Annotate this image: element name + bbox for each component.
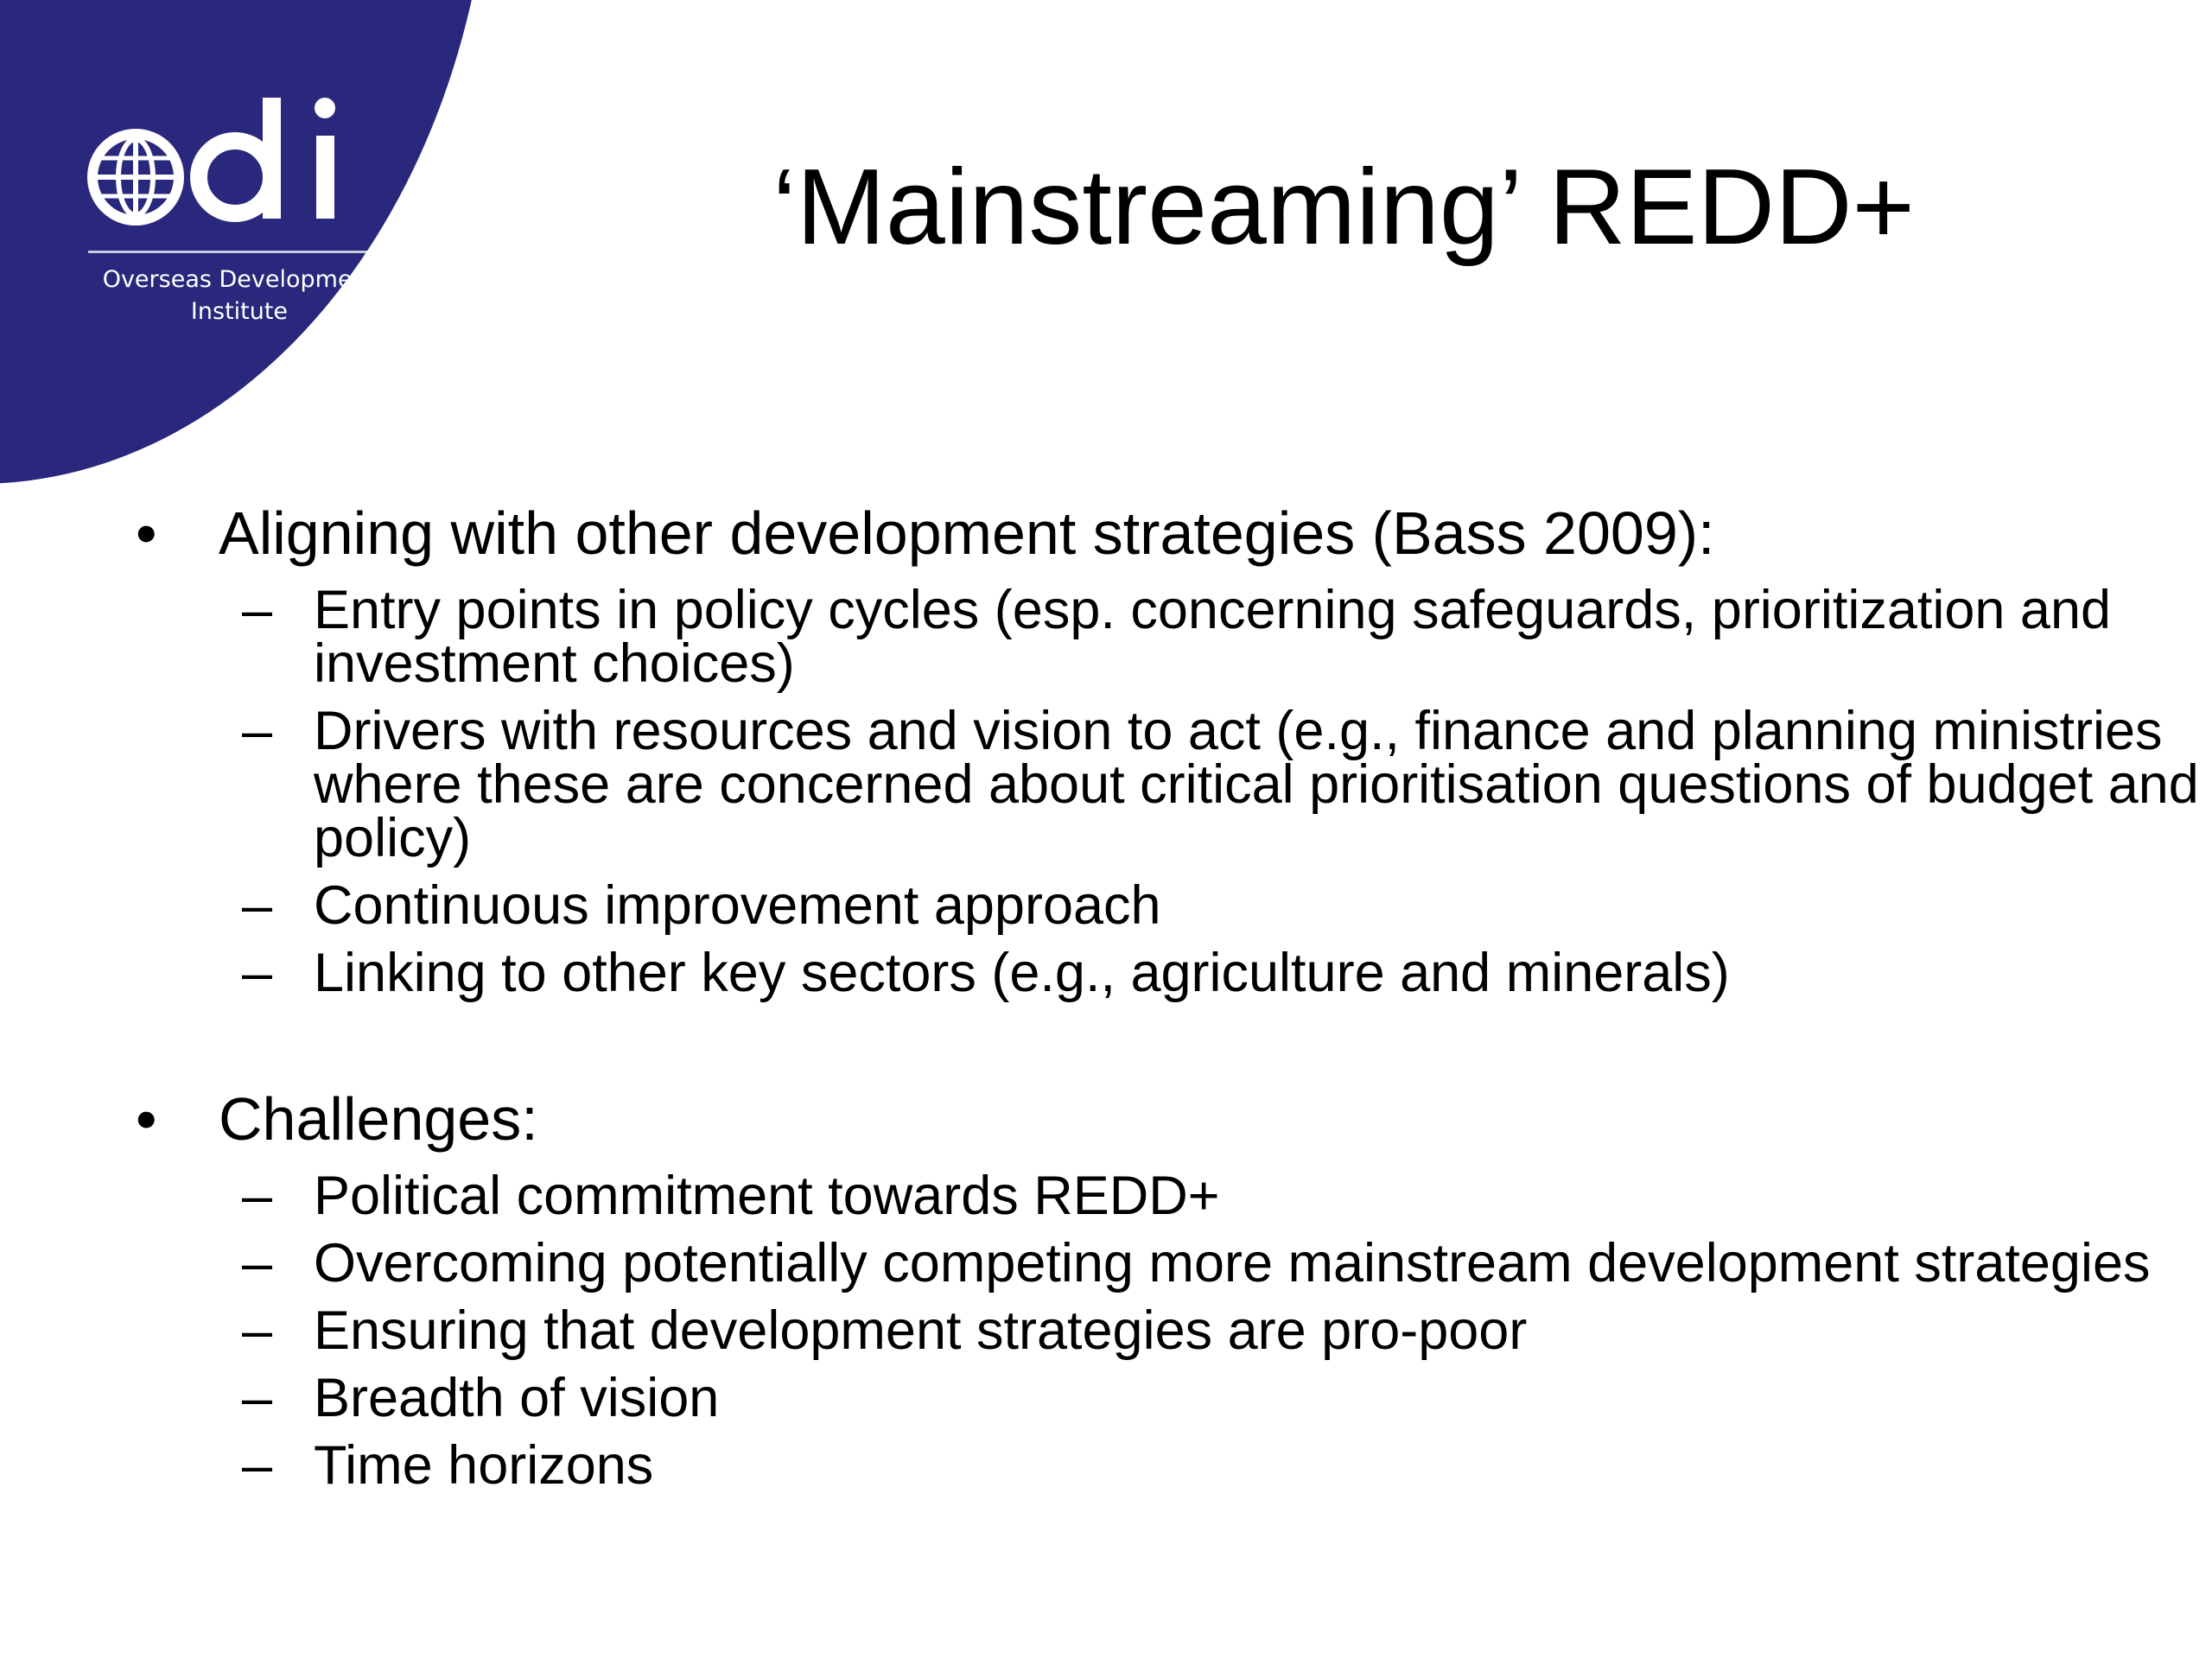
sub-item <box>125 1435 2199 1496</box>
dash-mark: – <box>242 1300 273 1361</box>
logo-background <box>0 0 493 484</box>
logo-caption <box>54 264 425 327</box>
sub-item-text: Continuous improvement approach <box>314 875 1161 936</box>
section-spacer <box>125 1000 2199 1083</box>
dash-mark: – <box>242 875 273 936</box>
sub-item-text: Drivers with resources and vision to act (e.g., finance and planning ministries where these are concerned about critical prioritisation questions of budget and policy) <box>314 701 2199 868</box>
sub-item-text: Time horizons <box>314 1435 654 1496</box>
odi-logo <box>54 82 377 325</box>
sub-item <box>125 943 2199 1003</box>
sub-item-text: Political commitment towards REDD+ <box>314 1166 1220 1226</box>
sub-list-challenges <box>125 1166 2199 1496</box>
logo-org-line1: Overseas Development <box>102 266 377 293</box>
sub-item <box>125 580 2199 694</box>
dash-mark: – <box>242 701 273 761</box>
sub-item-text: Linking to other key sectors (e.g., agriculture and minerals) <box>314 943 1730 1003</box>
logo-org-line2: Institute <box>190 298 289 325</box>
sub-item <box>125 875 2199 936</box>
bullet-heading: Challenges: <box>219 1085 538 1153</box>
dash-mark: – <box>242 1368 273 1428</box>
sub-list-aligning <box>125 580 2199 1003</box>
sub-item <box>125 1300 2199 1361</box>
sub-item-text: Entry points in policy cycles (esp. concerning safeguards, prioritization and investment choices) <box>314 580 2112 694</box>
odi-wordmark-icon <box>54 82 365 238</box>
sub-item <box>125 1166 2199 1226</box>
sub-item-text: Ensuring that development strategies are pro-poor <box>314 1300 1528 1361</box>
sub-item-text: Overcoming potentially competing more mainstream development strategies <box>314 1233 2151 1294</box>
sub-item <box>125 701 2199 868</box>
dash-mark: – <box>242 1166 273 1226</box>
logo-divider <box>88 251 386 253</box>
slide-title: ‘Mainstreaming’ REDD+ <box>772 148 1915 267</box>
dash-mark: – <box>242 580 273 640</box>
bullet-mark: • <box>136 1085 157 1153</box>
bullet-challenges <box>125 1083 2199 1155</box>
slide-body <box>125 497 2199 1496</box>
sub-item-text: Breadth of vision <box>314 1368 720 1428</box>
bullet-aligning <box>125 497 2199 569</box>
sub-item <box>125 1233 2199 1294</box>
dash-mark: – <box>242 1435 273 1496</box>
bullet-mark: • <box>136 499 157 567</box>
bullet-heading: Aligning with other development strategies (Bass 2009): <box>219 499 1715 567</box>
dash-mark: – <box>242 1233 273 1294</box>
sub-item <box>125 1368 2199 1428</box>
dash-mark: – <box>242 943 273 1003</box>
